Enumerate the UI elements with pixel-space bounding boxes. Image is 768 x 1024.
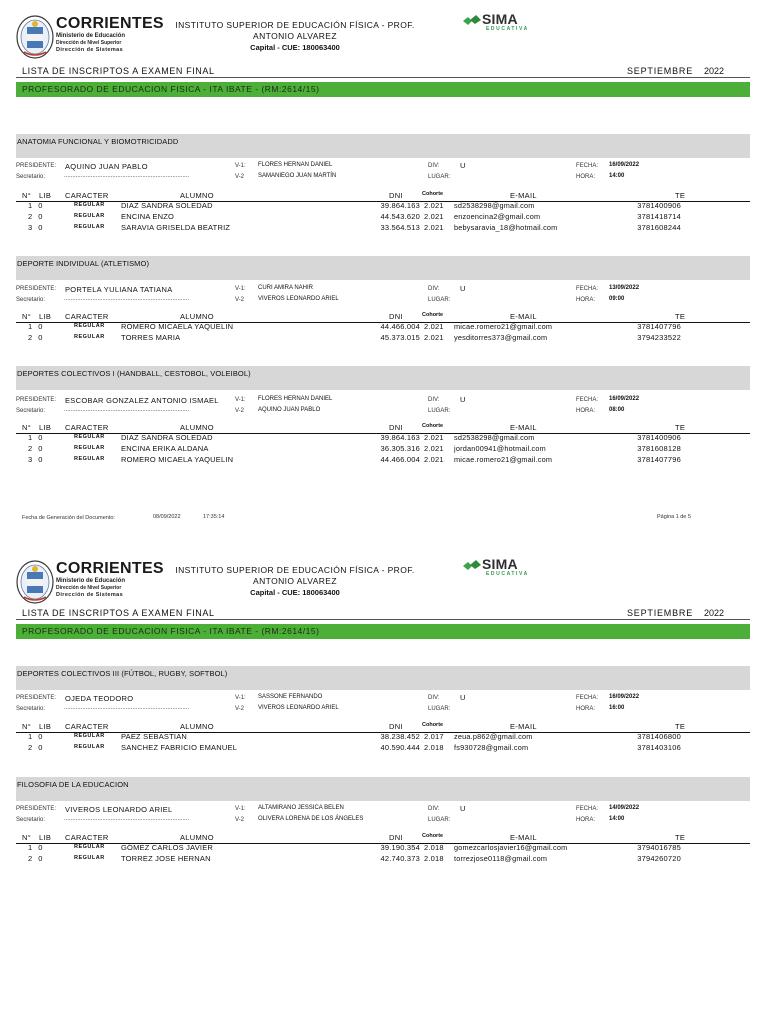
secretario-label: Secretario: bbox=[16, 408, 46, 414]
v1-name: FLORES HERNAN DANIEL bbox=[258, 162, 333, 168]
direccion-sistemas-label: Dirección de Sistemas bbox=[56, 47, 124, 53]
col-num: N° bbox=[22, 312, 32, 321]
list-title: LISTA DE INSCRIPTOS A EXAMEN FINAL bbox=[22, 66, 215, 76]
lugar-label: LUGAR: bbox=[428, 408, 451, 414]
subject-header bbox=[16, 666, 750, 690]
row-num: 1 0 bbox=[28, 322, 45, 331]
month-label: SEPTIEMBRE bbox=[627, 608, 694, 618]
col-caracter: CARACTER bbox=[65, 833, 109, 842]
v2-name: VIVEROS LEONARDO ARIEL bbox=[258, 296, 339, 302]
hora-label: HORA: bbox=[576, 706, 596, 712]
fecha-value: 14/09/2022 bbox=[609, 805, 640, 811]
div-label: DIV: bbox=[428, 695, 440, 701]
v1-label: V-1: bbox=[235, 163, 246, 169]
subject-name: DEPORTE INDIVIDUAL (ATLETISMO) bbox=[17, 259, 150, 268]
row-email: gomezcarlosjavier16@gmail.com bbox=[454, 843, 568, 852]
row-email: sd2538298@gmail.com bbox=[454, 433, 535, 442]
row-cohorte: 2.021 bbox=[424, 212, 444, 221]
row-dni: 45.373.015 bbox=[380, 333, 420, 342]
row-num: 2 0 bbox=[28, 854, 45, 863]
row-cohorte: 2.017 bbox=[424, 732, 444, 741]
secretario-line: ........................................................................... bbox=[64, 705, 190, 711]
v2-label: V-2 bbox=[235, 408, 245, 414]
month-label: SEPTIEMBRE bbox=[627, 66, 694, 76]
career-banner bbox=[16, 82, 750, 97]
v2-name: VIVEROS LEONARDO ARIEL bbox=[258, 705, 339, 711]
ministerio-label: Ministerio de Educación bbox=[56, 33, 126, 39]
col-lib: LIB bbox=[39, 833, 52, 842]
col-email: E-MAIL bbox=[510, 312, 537, 321]
secretario-label: Secretario: bbox=[16, 297, 46, 303]
year-label: 2022 bbox=[704, 66, 725, 76]
fecha-value: 16/09/2022 bbox=[609, 694, 640, 700]
row-dni: 40.590.444 bbox=[380, 743, 420, 752]
presidente-label: PRESIDENTE: bbox=[16, 806, 57, 812]
sima-logo-text: SIMA bbox=[482, 556, 518, 572]
table-row bbox=[0, 322, 768, 333]
row-email: micae.romero21@gmail.com bbox=[454, 322, 553, 331]
row-num: 3 0 bbox=[28, 455, 45, 464]
div-label: DIV: bbox=[428, 806, 440, 812]
presidente-name: AQUINO JUAN PABLO bbox=[65, 162, 148, 171]
row-cohorte: 2.021 bbox=[424, 433, 444, 442]
row-alumno: TORREZ JOSE HERNAN bbox=[121, 854, 211, 863]
row-te: 3794260720 bbox=[637, 854, 681, 863]
div-value: U bbox=[460, 804, 466, 813]
col-alumno: ALUMNO bbox=[180, 312, 214, 321]
col-te: TE bbox=[675, 312, 686, 321]
year-label: 2022 bbox=[704, 608, 725, 618]
col-email: E-MAIL bbox=[510, 191, 537, 200]
direccion-nivel-label: Dirección de Nivel Superior bbox=[56, 40, 122, 46]
row-alumno: ENCINA ERIKA ALDANA bbox=[121, 444, 209, 453]
presidente-name: ESCOBAR GONZALEZ ANTONIO ISMAEL bbox=[65, 396, 219, 405]
row-alumno: DIAZ SANDRA SOLEDAD bbox=[121, 433, 213, 442]
fecha-label: FECHA: bbox=[576, 286, 599, 292]
row-caracter: REGULAR bbox=[74, 855, 105, 861]
secretario-line: ........................................................................... bbox=[64, 407, 190, 413]
lugar-label: LUGAR: bbox=[428, 174, 451, 180]
v1-label: V-1: bbox=[235, 397, 246, 403]
sima-bird-icon bbox=[462, 559, 482, 573]
col-te: TE bbox=[675, 191, 686, 200]
row-caracter: REGULAR bbox=[74, 733, 105, 739]
row-num: 3 0 bbox=[28, 223, 45, 232]
secretario-label: Secretario: bbox=[16, 706, 46, 712]
institute-name-line1: INSTITUTO SUPERIOR DE EDUCACIÓN FÍSICA - PROF. bbox=[175, 565, 415, 575]
row-email: enzoencina2@gmail.com bbox=[454, 212, 541, 221]
lugar-label: LUGAR: bbox=[428, 817, 451, 823]
row-cohorte: 2.021 bbox=[424, 223, 444, 232]
list-title: LISTA DE INSCRIPTOS A EXAMEN FINAL bbox=[22, 608, 215, 618]
row-caracter: REGULAR bbox=[74, 434, 105, 440]
table-row bbox=[0, 843, 768, 854]
v1-name: SASSONE FERNANDO bbox=[258, 694, 323, 700]
row-alumno: ROMERO MICAELA YAQUELIN bbox=[121, 322, 234, 331]
row-te: 3781418714 bbox=[637, 212, 681, 221]
row-caracter: REGULAR bbox=[74, 456, 105, 462]
subject-header bbox=[16, 777, 750, 801]
row-caracter: REGULAR bbox=[74, 334, 105, 340]
row-caracter: REGULAR bbox=[74, 844, 105, 850]
row-caracter: REGULAR bbox=[74, 445, 105, 451]
col-email: E-MAIL bbox=[510, 423, 537, 432]
row-te: 3781407796 bbox=[637, 322, 681, 331]
career-title: PROFESORADO DE EDUCACION FISICA - ITA IBATE - (RM:2614/15) bbox=[22, 626, 320, 636]
secretario-line: ........................................................................... bbox=[64, 816, 190, 822]
subject-name: ANATOMIA FUNCIONAL Y BIOMOTRICIDADD bbox=[17, 137, 179, 146]
col-lib: LIB bbox=[39, 722, 52, 731]
col-te: TE bbox=[675, 722, 686, 731]
v1-name: FLORES HERNAN DANIEL bbox=[258, 396, 333, 402]
row-alumno: ROMERO MICAELA YAQUELIN bbox=[121, 455, 234, 464]
lugar-label: LUGAR: bbox=[428, 706, 451, 712]
hora-value: 08:00 bbox=[609, 407, 625, 413]
institute-cue: Capital - CUE: 180063400 bbox=[250, 588, 340, 597]
row-num: 2 0 bbox=[28, 212, 45, 221]
row-te: 3794016785 bbox=[637, 843, 681, 852]
row-alumno: SARAVIA GRISELDA BEATRIZ bbox=[121, 223, 231, 232]
row-cohorte: 2.021 bbox=[424, 333, 444, 342]
v2-label: V-2 bbox=[235, 297, 245, 303]
table-row bbox=[0, 732, 768, 743]
row-dni: 39.864.163 bbox=[380, 433, 420, 442]
footer-generation-date: 08/09/2022 bbox=[153, 514, 181, 520]
table-row bbox=[0, 201, 768, 212]
institute-name-line1: INSTITUTO SUPERIOR DE EDUCACIÓN FÍSICA - PROF. bbox=[175, 20, 415, 30]
div-label: DIV: bbox=[428, 286, 440, 292]
col-te: TE bbox=[675, 423, 686, 432]
presidente-name: VIVEROS LEONARDO ARIEL bbox=[65, 805, 173, 814]
col-cohorte: Cohorte bbox=[422, 312, 444, 318]
col-cohorte: Cohorte bbox=[422, 191, 444, 197]
document-page-2 bbox=[0, 545, 768, 1024]
col-alumno: ALUMNO bbox=[180, 191, 214, 200]
row-dni: 42.740.373 bbox=[380, 854, 420, 863]
div-value: U bbox=[460, 395, 466, 404]
fecha-label: FECHA: bbox=[576, 163, 599, 169]
row-cohorte: 2.018 bbox=[424, 843, 444, 852]
v2-label: V-2 bbox=[235, 174, 245, 180]
col-cohorte: Cohorte bbox=[422, 722, 444, 728]
hora-label: HORA: bbox=[576, 174, 596, 180]
hora-value: 16:00 bbox=[609, 705, 625, 711]
row-te: 3781400906 bbox=[637, 433, 681, 442]
col-lib: LIB bbox=[39, 312, 52, 321]
col-alumno: ALUMNO bbox=[180, 833, 214, 842]
div-label: DIV: bbox=[428, 397, 440, 403]
col-dni: DNI bbox=[389, 722, 403, 731]
institute-name-line2: ANTONIO ALVAREZ bbox=[253, 31, 337, 41]
v2-name: AQUINO JUAN PABLO bbox=[258, 407, 321, 413]
direccion-nivel-label: Dirección de Nivel Superior bbox=[56, 585, 122, 591]
hora-value: 14:00 bbox=[609, 173, 625, 179]
sima-logo-subtext: EDUCATIVA bbox=[486, 571, 529, 577]
v1-name: ALTAMIRANO JESSICA BELEN bbox=[258, 805, 344, 811]
institute-cue: Capital - CUE: 180063400 bbox=[250, 43, 340, 52]
corrientes-title: CORRIENTES bbox=[56, 560, 164, 577]
secretario-label: Secretario: bbox=[16, 174, 46, 180]
subject-name: DEPORTES COLECTIVOS III (FÚTBOL, RUGBY, SOFTBOL) bbox=[17, 669, 228, 678]
col-caracter: CARACTER bbox=[65, 191, 109, 200]
table-row bbox=[0, 854, 768, 865]
col-lib: LIB bbox=[39, 423, 52, 432]
col-caracter: CARACTER bbox=[65, 312, 109, 321]
divider bbox=[16, 77, 750, 78]
ministerio-label: Ministerio de Educación bbox=[56, 578, 126, 584]
row-num: 2 0 bbox=[28, 743, 45, 752]
fecha-label: FECHA: bbox=[576, 695, 599, 701]
table-row bbox=[0, 444, 768, 455]
row-te: 3781407796 bbox=[637, 455, 681, 464]
row-email: torrezjose0118@gmail.com bbox=[454, 854, 548, 863]
corrientes-title: CORRIENTES bbox=[56, 15, 164, 32]
row-cohorte: 2.021 bbox=[424, 455, 444, 464]
presidente-label: PRESIDENTE: bbox=[16, 695, 57, 701]
row-num: 2 0 bbox=[28, 333, 45, 342]
col-num: N° bbox=[22, 833, 32, 842]
row-dni: 39.864.163 bbox=[380, 201, 420, 210]
row-te: 3781400906 bbox=[637, 201, 681, 210]
fecha-label: FECHA: bbox=[576, 806, 599, 812]
footer-page-number: Página 1 de 5 bbox=[657, 514, 691, 520]
col-email: E-MAIL bbox=[510, 722, 537, 731]
col-dni: DNI bbox=[389, 833, 403, 842]
row-alumno: ENCINA ENZO bbox=[121, 212, 175, 221]
row-alumno: SANCHEZ FABRICIO EMANUEL bbox=[121, 743, 238, 752]
table-row bbox=[0, 455, 768, 466]
table-row bbox=[0, 743, 768, 754]
row-dni: 44.543.620 bbox=[380, 212, 420, 221]
subject-name: FILOSOFIA DE LA EDUCACION bbox=[17, 780, 129, 789]
presidente-label: PRESIDENTE: bbox=[16, 286, 57, 292]
row-cohorte: 2.021 bbox=[424, 322, 444, 331]
table-row bbox=[0, 223, 768, 234]
col-num: N° bbox=[22, 722, 32, 731]
row-caracter: REGULAR bbox=[74, 744, 105, 750]
hora-label: HORA: bbox=[576, 817, 596, 823]
row-cohorte: 2.018 bbox=[424, 743, 444, 752]
table-row bbox=[0, 433, 768, 444]
row-dni: 44.466.004 bbox=[380, 455, 420, 464]
col-alumno: ALUMNO bbox=[180, 722, 214, 731]
secretario-label: Secretario: bbox=[16, 817, 46, 823]
row-alumno: TORRES MARIA bbox=[121, 333, 181, 342]
col-dni: DNI bbox=[389, 423, 403, 432]
subject-header bbox=[16, 366, 750, 390]
row-num: 2 0 bbox=[28, 444, 45, 453]
row-email: micae.romero21@gmail.com bbox=[454, 455, 553, 464]
row-te: 3781403106 bbox=[637, 743, 681, 752]
row-email: fs930728@gmail.com bbox=[454, 743, 529, 752]
row-te: 3781608244 bbox=[637, 223, 681, 232]
fecha-value: 16/09/2022 bbox=[609, 396, 640, 402]
row-dni: 33.564.513 bbox=[380, 223, 420, 232]
col-email: E-MAIL bbox=[510, 833, 537, 842]
row-dni: 44.466.004 bbox=[380, 322, 420, 331]
row-alumno: PAEZ SEBASTIAN bbox=[121, 732, 188, 741]
divider bbox=[16, 619, 750, 620]
sima-logo-text: SIMA bbox=[482, 11, 518, 27]
row-cohorte: 2.021 bbox=[424, 201, 444, 210]
col-cohorte: Cohorte bbox=[422, 833, 444, 839]
col-dni: DNI bbox=[389, 191, 403, 200]
institute-name-line2: ANTONIO ALVAREZ bbox=[253, 576, 337, 586]
row-num: 1 0 bbox=[28, 201, 45, 210]
row-email: jordan00941@hotmail.com bbox=[454, 444, 546, 453]
col-dni: DNI bbox=[389, 312, 403, 321]
v2-name: OLIVERA LORENA DE LOS ÁNGELES bbox=[258, 816, 364, 822]
provincial-seal-icon bbox=[16, 559, 54, 605]
col-num: N° bbox=[22, 191, 32, 200]
v2-label: V-2 bbox=[235, 706, 245, 712]
page-header bbox=[0, 0, 768, 60]
row-dni: 39.190.354 bbox=[380, 843, 420, 852]
col-caracter: CARACTER bbox=[65, 722, 109, 731]
fecha-label: FECHA: bbox=[576, 397, 599, 403]
sima-logo-subtext: EDUCATIVA bbox=[486, 26, 529, 32]
col-te: TE bbox=[675, 833, 686, 842]
row-caracter: REGULAR bbox=[74, 323, 105, 329]
v1-name: CURI AMIRA NAHIR bbox=[258, 285, 314, 291]
row-num: 1 0 bbox=[28, 433, 45, 442]
hora-value: 09:00 bbox=[609, 296, 625, 302]
presidente-name: PORTELA YULIANA TATIANA bbox=[65, 285, 173, 294]
col-cohorte: Cohorte bbox=[422, 423, 444, 429]
col-caracter: CARACTER bbox=[65, 423, 109, 432]
provincial-seal-icon bbox=[16, 14, 54, 60]
presidente-label: PRESIDENTE: bbox=[16, 163, 57, 169]
subject-name: DEPORTES COLECTIVOS I (HANDBALL, CESTOBOL, VOLEIBOL) bbox=[17, 369, 251, 378]
lugar-label: LUGAR: bbox=[428, 297, 451, 303]
row-dni: 36.305.316 bbox=[380, 444, 420, 453]
div-label: DIV: bbox=[428, 163, 440, 169]
col-num: N° bbox=[22, 423, 32, 432]
career-title: PROFESORADO DE EDUCACION FISICA - ITA IBATE - (RM:2614/15) bbox=[22, 84, 320, 94]
table-row bbox=[0, 333, 768, 344]
subject-header bbox=[16, 256, 750, 280]
row-cohorte: 2.021 bbox=[424, 444, 444, 453]
hora-label: HORA: bbox=[576, 408, 596, 414]
direccion-sistemas-label: Dirección de Sistemas bbox=[56, 592, 124, 598]
col-alumno: ALUMNO bbox=[180, 423, 214, 432]
row-te: 3781406800 bbox=[637, 732, 681, 741]
col-lib: LIB bbox=[39, 191, 52, 200]
secretario-line: ........................................................................... bbox=[64, 296, 190, 302]
row-caracter: REGULAR bbox=[74, 213, 105, 219]
row-caracter: REGULAR bbox=[74, 202, 105, 208]
row-num: 1 0 bbox=[28, 843, 45, 852]
row-dni: 38.238.452 bbox=[380, 732, 420, 741]
career-banner bbox=[16, 624, 750, 639]
row-email: bebysaravia_18@hotmail.com bbox=[454, 223, 558, 232]
row-te: 3781608128 bbox=[637, 444, 681, 453]
v1-label: V-1: bbox=[235, 695, 246, 701]
page-header bbox=[0, 545, 768, 605]
presidente-label: PRESIDENTE: bbox=[16, 397, 57, 403]
row-email: zeua.p862@gmail.com bbox=[454, 732, 533, 741]
div-value: U bbox=[460, 161, 466, 170]
row-alumno: GÓMEZ CARLOS JAVIER bbox=[121, 843, 214, 852]
row-caracter: REGULAR bbox=[74, 224, 105, 230]
v2-name: SAMANIEGO JUAN MARTÍN bbox=[258, 173, 337, 179]
v1-label: V-1: bbox=[235, 286, 246, 292]
row-num: 1 0 bbox=[28, 732, 45, 741]
footer-generation-label: Fecha de Generación del Documento: bbox=[22, 515, 115, 521]
div-value: U bbox=[460, 284, 466, 293]
row-alumno: DIAZ SANDRA SOLEDAD bbox=[121, 201, 213, 210]
row-email: sd2538298@gmail.com bbox=[454, 201, 535, 210]
hora-value: 14:00 bbox=[609, 816, 625, 822]
row-cohorte: 2.018 bbox=[424, 854, 444, 863]
v2-label: V-2 bbox=[235, 817, 245, 823]
table-row bbox=[0, 212, 768, 223]
row-te: 3794233522 bbox=[637, 333, 681, 342]
sima-bird-icon bbox=[462, 14, 482, 28]
div-value: U bbox=[460, 693, 466, 702]
footer-generation-time: 17:35:14 bbox=[203, 514, 225, 520]
subject-header bbox=[16, 134, 750, 158]
v1-label: V-1: bbox=[235, 806, 246, 812]
row-email: yesditorres373@gmail.com bbox=[454, 333, 548, 342]
secretario-line: ........................................................................... bbox=[64, 173, 190, 179]
presidente-name: OJEDA TEODORO bbox=[65, 694, 134, 703]
fecha-value: 16/09/2022 bbox=[609, 162, 640, 168]
hora-label: HORA: bbox=[576, 297, 596, 303]
fecha-value: 13/09/2022 bbox=[609, 285, 640, 291]
